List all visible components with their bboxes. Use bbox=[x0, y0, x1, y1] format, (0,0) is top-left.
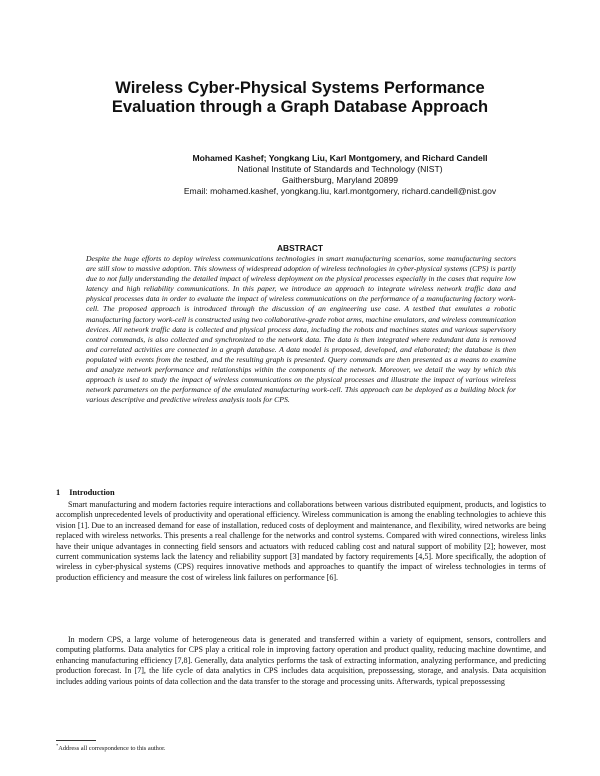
footnote bbox=[56, 742, 456, 753]
abstract-heading: ABSTRACT bbox=[276, 243, 324, 253]
author-block bbox=[120, 153, 560, 197]
author-location: Gaithersburg, Maryland 20899 bbox=[281, 175, 399, 185]
abstract-text: Despite the huge efforts to deploy wireless communications technologies in smart manufacturing scenarios, some manufacturing sectors are still slow to massive adoption. This slowness of widespread adoption of wireless technologies in cyber-physical systems (CPS) is partly due to not fully understanding the detailed impact of wireless deployment on the physical processes especially in the cases that require low latency and high reliability communications. In this paper, we introduce an approach to integrate wireless network traffic data and physical processes data in order to evaluate the impact of wireless communications on the performance of a manufacturing factory work-cell. The proposed approach is introduced through the discussion of an engineering use case. A testbed that emulates a robotic manufacturing factory work-cell is constructed using two collaborative-grade robot arms, machine emulators, and wireless communication devices. All network traffic data is collected and physical process data, including the robots and machines states and various supervisory control commands, is also collected and synchronized to the network data. The data is then integrated where redundant data is removed and correlated activities are connected in a graph database. A data model is proposed, developed, and elaborated; the database is then populated with events from the testbed, and the resulting graph is presented. Query commands are then presented as a means to examine and analyze network performance and relationships within the components of the network. Moreover, we detail the way by which this approach is used to study the impact of wireless communications on the physical processes and illustrate the impact of various wireless network parameters on the performance of the emulated manufacturing work-cell. This approach can be deployed as a building block for various descriptive and predictive wireless analysis tools for CPS. bbox=[86, 254, 516, 405]
footnote-marker: * bbox=[56, 743, 59, 748]
title-line-2: Evaluation through a Graph Database Approach bbox=[111, 98, 489, 116]
section-heading bbox=[56, 488, 115, 498]
paper-title bbox=[40, 79, 560, 117]
intro-paragraph-1: Smart manufacturing and modern factories require interactions and collaborations between various distributed equipment, products, and logistics to accomplish unprecedented levels of productivity and operational efficiency. Wireless communication is among the enabling technologies to achieve this vision [1]. Due to an increased demand for ease of installation, reduced costs of deployment and maintenance, and flexibility, wired networks are being replaced with wireless networks. This presents a real challenge for the networks and control systems. Compared with wired connections, wireless links have their unique advantages in connecting field sensors and actuators with reduced cabling cost and natural support of mobility [2]; however, most current communication systems lack the latency and reliability support [3] mandated by factory requirements [4,5]. More specifically, the adoption of wireless in cyber-physical systems (CPS) requires innovative methods and approaches to quantify the impact of wireless technologies in terms of production efficiency and measure the cost of wireless link failures on performance [6]. bbox=[56, 500, 546, 582]
author-email: Email: mohamed.kashef, yongkang.liu, karl.montgomery, richard.candell@nist.gov bbox=[183, 186, 497, 196]
footnote-divider bbox=[56, 740, 96, 741]
title-line-1: Wireless Cyber-Physical Systems Performance bbox=[115, 79, 485, 97]
footnote-text: Address all correspondence to this author. bbox=[58, 745, 166, 753]
section-number: 1 bbox=[56, 488, 61, 497]
author-institution: National Institute of Standards and Technology (NIST) bbox=[237, 164, 443, 174]
section-title: Introduction bbox=[69, 488, 115, 497]
intro-paragraph-2: In modern CPS, a large volume of heterogeneous data is generated and transferred within a variety of equipment, sensors, controllers and computing platforms. Data analytics for CPS play a critical role in improving factory operation and product quality, reducing machine downtime, and enhancing manufacturing efficiency [7,8]. Generally, data analytics performs the task of extracting information, analyzing performance, and predicting production forecast. In [7], the life cycle of data analytics in CPS includes data acquisition, prepossessing, storage, and analysis. Data acquisition includes adding various points of data collection and the data transfer to the storage and processing units. Afterwards, typical prepossessing bbox=[56, 635, 546, 686]
author-names: Mohamed Kashef; Yongkang Liu, Karl Montgomery, and Richard Candell bbox=[192, 153, 488, 163]
